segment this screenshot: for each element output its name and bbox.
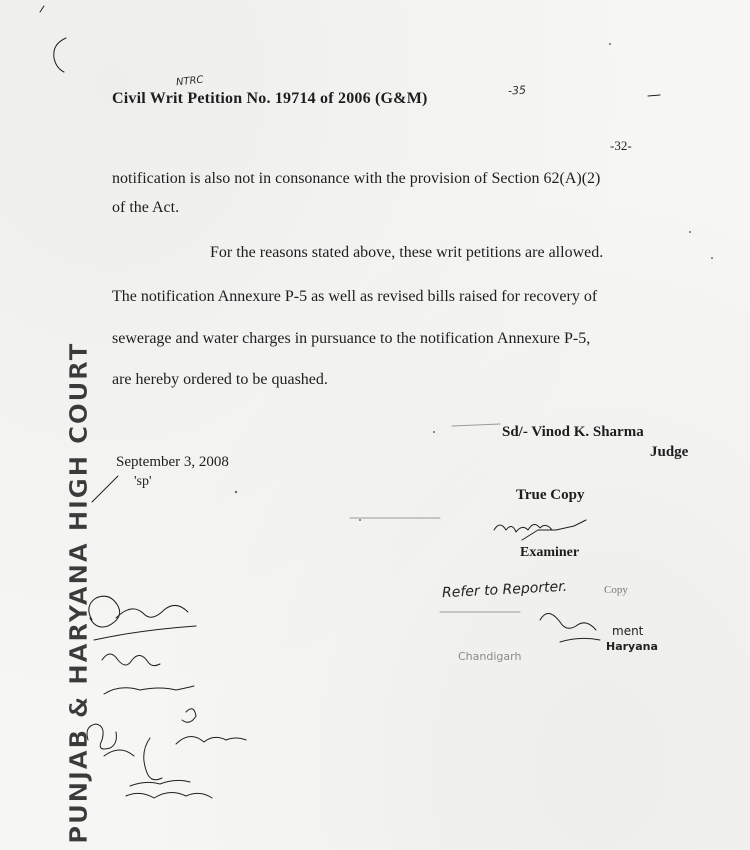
body-line-5: sewerage and water charges in pursuance to the notification Annexure P-5,: [112, 330, 591, 347]
left-signature-line: [94, 626, 196, 640]
typist-initials: 'sp': [134, 474, 152, 489]
tick-mark: [92, 476, 118, 502]
left-signature-loop: [89, 596, 120, 627]
left-date-scribble: [102, 654, 160, 666]
forwarded-scribble: [104, 686, 194, 694]
stamp-line-2: Haryana: [606, 640, 658, 653]
vertical-court-watermark: PUNJAB & HARYANA HIGH COURT: [64, 342, 93, 844]
true-copy-label: True Copy: [516, 487, 585, 503]
sup-underline: [104, 750, 134, 756]
faded-stamp-text: Chandigarh: [458, 650, 522, 663]
stamp-line-1: ment: [612, 624, 644, 638]
body-line-3: For the reasons stated above, these writ petitions are allowed.: [210, 244, 604, 261]
handwritten-prefix: NTRC: [175, 74, 205, 89]
date-scribble-2: [126, 792, 212, 798]
body-line-2: of the Act.: [112, 199, 180, 216]
body-line-6: are hereby ordered to be quashed.: [112, 371, 328, 388]
examiner-signature: [494, 524, 552, 532]
case-title: Civil Writ Petition No. 19714 of 2006 (G&M): [112, 90, 428, 107]
signature-title: Judge: [650, 444, 689, 460]
faded-stamp-tail: Copy: [604, 584, 628, 596]
dash-mark: [648, 95, 660, 96]
examiner-label: Examiner: [520, 545, 580, 560]
left-signature-stroke: [116, 605, 188, 618]
hook-mark: [144, 738, 162, 780]
small-loop-mark: [182, 709, 196, 722]
page-number: -32-: [610, 138, 632, 153]
body-line-1: notification is also not in consonance with the provision of Section 62(A)(2): [112, 170, 601, 187]
examiner-date-stroke: [522, 520, 586, 540]
reporter-signature: [540, 613, 596, 630]
date-scribble-1: [176, 736, 246, 744]
faded-line: [452, 424, 500, 426]
signature-name: Sd/- Vinod K. Sharma: [502, 424, 644, 440]
order-date: September 3, 2008: [116, 454, 229, 470]
corner-bracket-mark: [54, 38, 66, 72]
handwritten-number: -35: [507, 83, 527, 98]
sup-initials: [87, 724, 116, 749]
body-line-4: The notification Annexure P-5 as well as revised bills raised for recovery of: [112, 288, 598, 305]
handwritten-refer-note: Refer to Reporter.: [441, 578, 568, 602]
corner-mark: [40, 6, 44, 12]
date-underline: [130, 780, 190, 786]
reporter-signature-tail: [560, 638, 600, 642]
